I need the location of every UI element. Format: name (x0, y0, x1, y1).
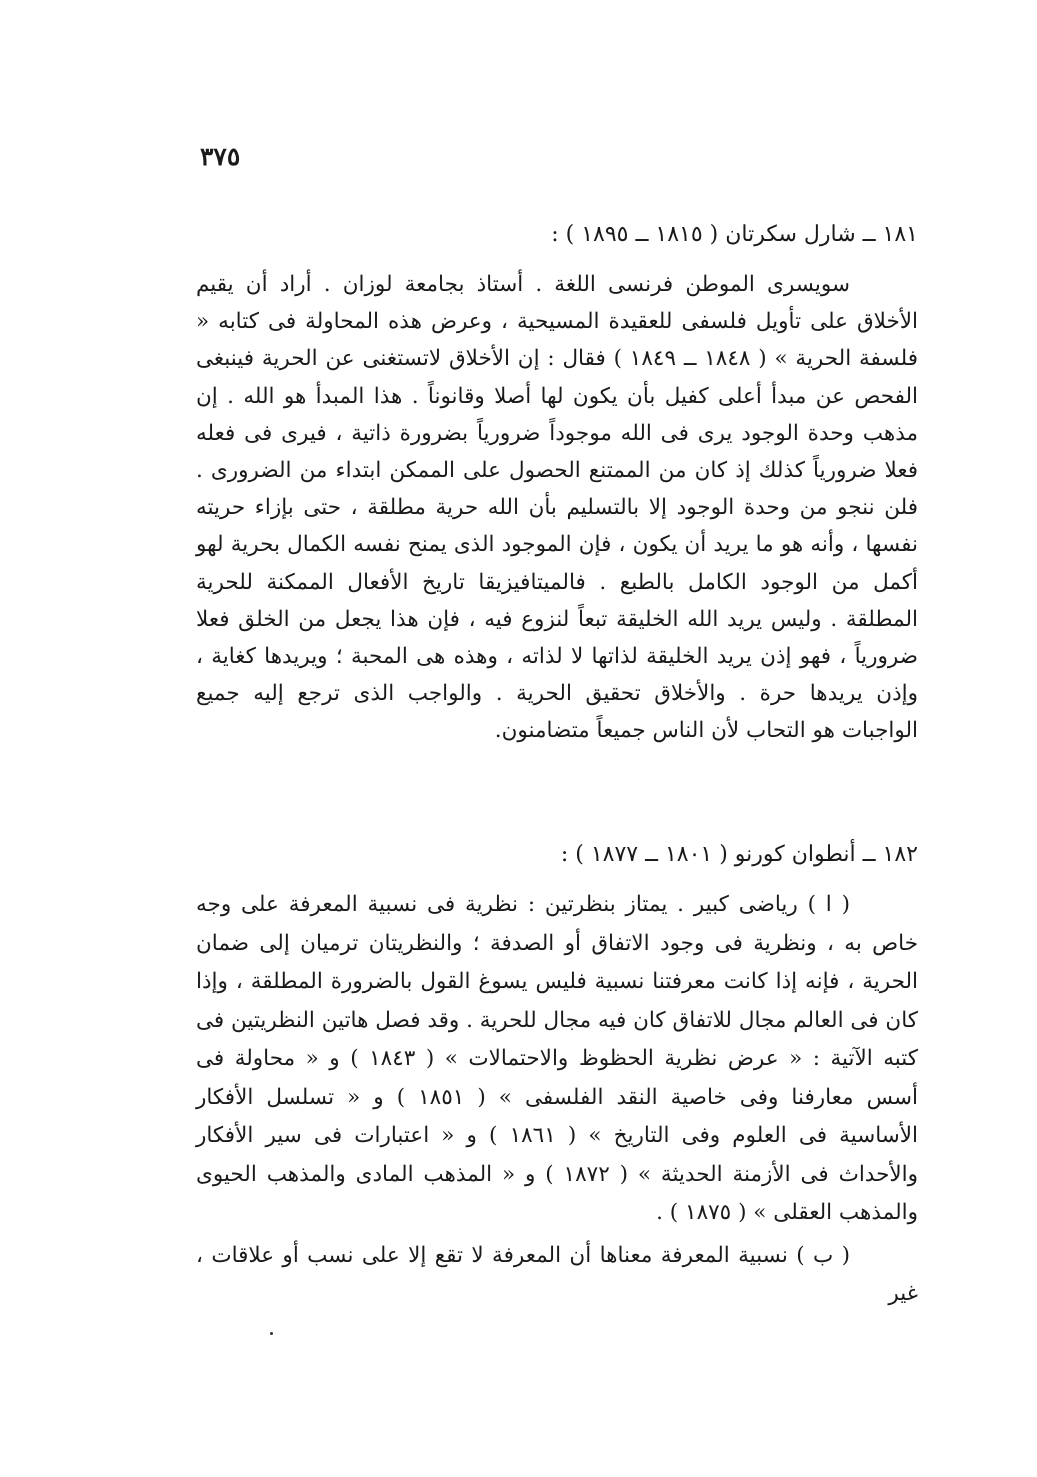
entry-182-body (196, 886, 918, 1314)
entry-182-paragraph-a: ( ا ) رياضى كبير . يمتاز بنظرتين : نظرية فى نسبية المعرفة على وجه خاص به ، ونظرية فى وجود الاتفاق أو الصدفة ؛ والنظريتان ترميان إلى ضمان الحرية ، فإنه إذا كانت معرفتنا نسبية فليس يسوغ القول بالضرورة المطلقة ، وإذا كان فى العالم مجال للاتفاق كان فيه مجال للحرية . وقد فصل هاتين النظريتين فى كتبه الآتية : « عرض نظرية الحظوظ والاحتمالات » ( ١٨٤٣ ) و « محاولة فى أسس معارفنا وفى خاصية النقد الفلسفى » ( ١٨٥١ ) و « تسلسل الأفكار الأساسية فى العلوم وفى التاريخ » ( ١٨٦١ ) و « اعتبارات فى سير الأفكار والأحداث فى الأزمنة الحديثة » ( ١٨٧٢ ) و « المذهب المادى والمذهب الحيوى والمذهب العقلى » ( ١٨٧٥ ) . (196, 892, 919, 1225)
entry-181-heading: ١٨١ ــ شارل سكرتان ( ١٨١٥ ــ ١٨٩٥ ) : (551, 222, 918, 247)
page-number: ٣٧٥ (200, 142, 241, 171)
entry-181-paragraph: سويسرى الموطن فرنسى اللغة . أستاذ بجامعة لوزان . أراد أن يقيم الأخلاق على تأويل فلسفى للعقيدة المسيحية ، وعرض هذه المحاولة فى كتابه « فلسفة الحرية » ( ١٨٤٨ ــ ١٨٤٩ ) فقال : إن الأخلاق لاتستغنى عن الحرية فينبغى الفحص عن مبدأ أعلى كفيل بأن يكون لها أصلا وقانوناً . هذا المبدأ هو الله . إن مذهب وحدة الوجود يرى فى الله موجوداً ضرورياً بضرورة ذاتية ، فيرى فى فعله فعلا ضرورياً كذلك إذ كان من الممتنع الحصول على الممكن ابتداء من الضرورى . فلن ننجو من وحدة الوجود إلا بالتسليم بأن الله حرية مطلقة ، حتى بإزاء حريته نفسها ، وأنه هو ما يريد أن يكون ، فإن الموجود الذى يمنح نفسه الكمال بحرية لهو أكمل من الوجود الكامل بالطبع . فالميتافيزيقا تاريخ الأفعال الممكنة للحرية المطلقة . وليس يريد الله الخليقة تبعاً لنزوع فيه ، فإن هذا يجعل من الخلق فعلا ضرورياً ، فهو إذن يريد الخليقة لذاتها لا لذاته ، وهذه هى المحبة ؛ ويريدها كغاية ، وإذن يريدها حرة . والأخلاق تحقيق الحرية . والواجب الذى ترجع إليه جميع الواجبات هو التحاب لأن الناس جميعاً متضامنون. (196, 272, 918, 744)
entry-182-paragraph-b: ( ب ) نسبية المعرفة معناها أن المعرفة لا تقع إلا على نسب أو علاقات ، غير (196, 1242, 918, 1306)
entry-181-body (196, 266, 918, 750)
entry-182-heading: ١٨٢ ــ أنطوان كورنو ( ١٨٠١ ــ ١٨٧٧ ) : (560, 842, 918, 867)
footer-dot (270, 1332, 273, 1335)
